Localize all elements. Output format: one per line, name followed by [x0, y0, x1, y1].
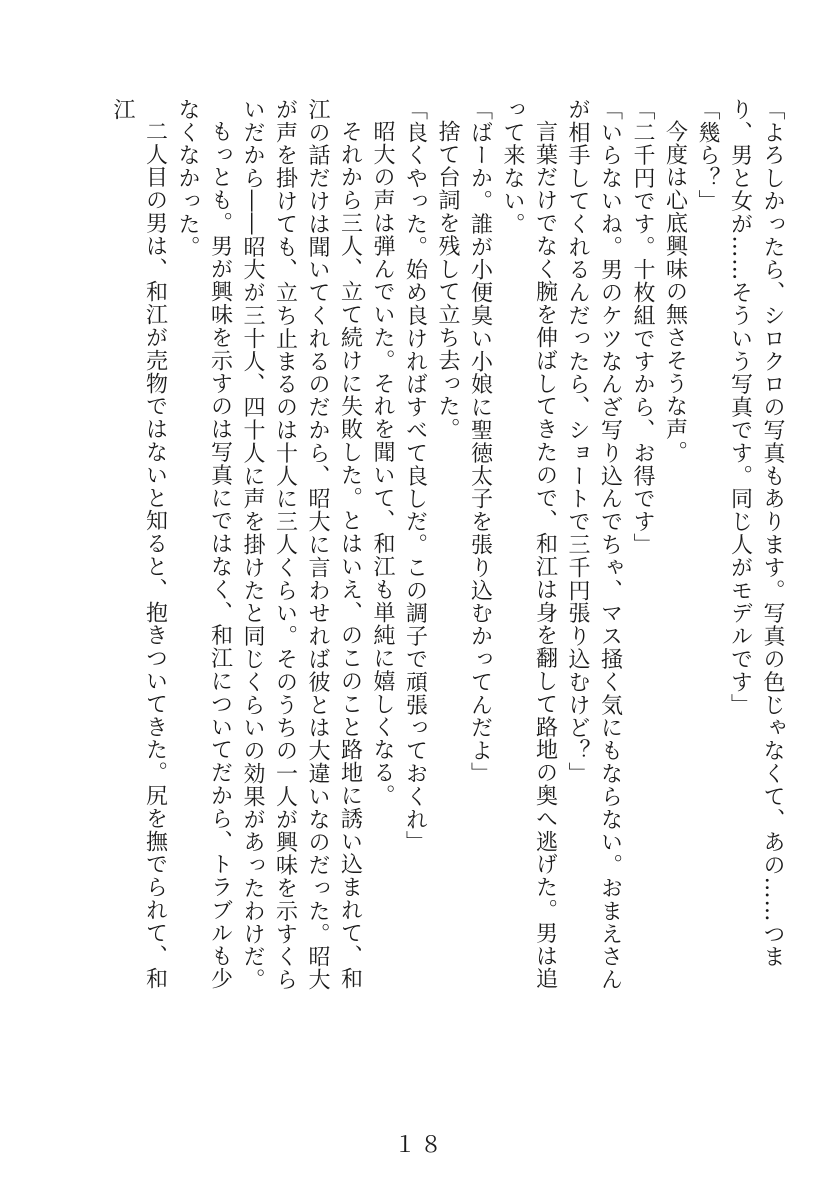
paragraph: もっとも。男が興味を示すのは写真にではなく、和江についてだから、トラブルも少なくなかった。 — [175, 98, 233, 991]
paragraph: 昭大の声は弾んでいた。それを聞いて、和江も単純に嬉しくなる。 — [370, 120, 395, 807]
paragraph: 今度は心底興味の無さそうな声。 — [662, 120, 688, 464]
paragraph: 「二千円です。十枚組ですから、お得です」 — [630, 98, 655, 556]
paragraph: 捨て台詞を残して立ち去った。 — [435, 120, 460, 441]
paragraph: 「いらないね。男のケツなんざ写り込んでちゃ、マス掻く気にもならない。おまえさんが相手してくれるんだったら、ショートで三千円張り込むけど？」 — [565, 98, 623, 992]
page-number: １８ — [393, 1133, 446, 1158]
paragraph: 「よろしかったら、シロクロの写真もあります。写真の色じゃなくて、あの……つまり、男と女が……そういう写真です。同じ人がモデルです」 — [727, 98, 785, 969]
paragraph: 「良くやった。始め良ければすべて良しだ。この調子で頑張っておくれ」 — [402, 98, 428, 854]
paragraph: 言葉だけでなく腕を伸ばしてきたので、和江は身を翻して路地の奥へ逃げた。男は追って来ない。 — [500, 98, 558, 991]
paragraph: 二人目の男は、和江が売物ではないと知ると、抱きついてきた。尻を撫でられて、和江 — [110, 98, 168, 991]
paragraph: 「ばーか。誰が小便臭い小娘に聖徳太子を張り込むかってんだよ」 — [467, 98, 493, 785]
paragraph: それから三人、立て続けに失敗した。とはいえ、のこのこと路地に誘い込まれて、和江の話だけは聞いてくれるのだから、昭大に言わせれば彼とは大違いなのだった。昭大が声を掛けても、立ち止まるのは十人に三人くらい。そのうちの一人が興味を示すくらいだから――昭大が三十人、四十人に声を掛けたと同じくらいの効果があったわけだ。 — [240, 98, 363, 992]
novel-page-body — [28, 98, 788, 998]
paragraph: 「幾ら？」 — [695, 98, 720, 213]
